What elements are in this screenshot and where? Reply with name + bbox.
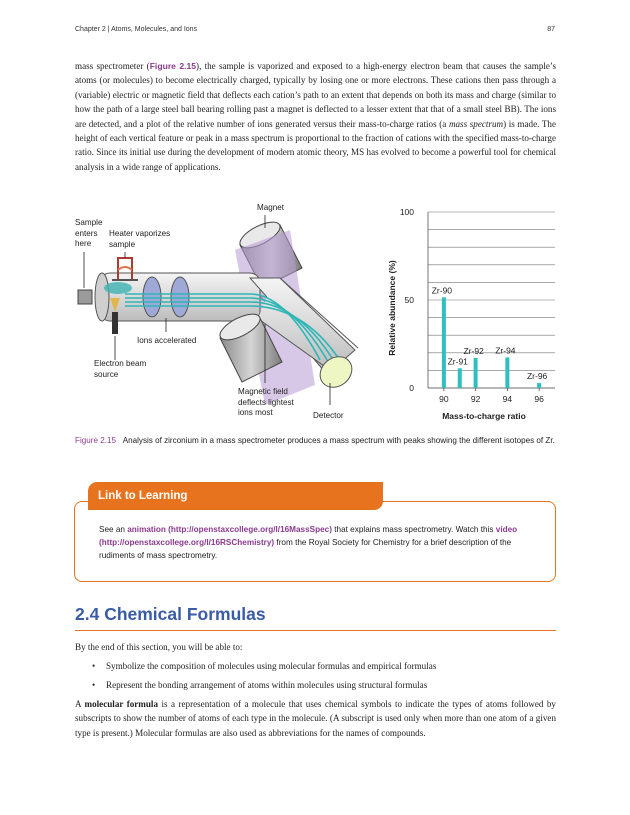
mass-spectrometer-figure (70, 200, 570, 425)
label-detector: Detector (313, 411, 344, 420)
bold-term: molecular formula (84, 699, 159, 709)
italic-term: mass spectrum (448, 118, 504, 129)
bar-zr-96 (537, 383, 541, 388)
chapter-title: Chapter 2 | Atoms, Molecules, and Ions (75, 26, 198, 33)
bar-label: Zr-90 (431, 285, 453, 296)
caption-text: Analysis of zirconium in a mass spectrometer produces a mass spectrum with peaks showing the different isotopes of Zr. (122, 436, 555, 445)
x-axis-label: Mass-to-charge ratio (442, 411, 526, 421)
label-magnet: Magnet (257, 203, 284, 212)
x-tick-label: 92 (470, 394, 481, 404)
bar-label: Zr-94 (495, 345, 516, 356)
ion-tube (78, 273, 260, 321)
objective-item (92, 659, 436, 673)
accelerator-plate-1 (143, 277, 161, 317)
y-tick-label: 100 (399, 207, 414, 217)
bar-label: Zr-96 (526, 371, 548, 382)
label-magnetic-field: Magnetic field deflects lightest ions most (238, 387, 294, 417)
label-ions: Ions accelerated (137, 336, 197, 345)
text-run: See an (99, 525, 128, 534)
figure-reference-link[interactable]: Figure 2.15 (149, 61, 197, 71)
bar-zr-91 (458, 368, 462, 388)
y-tick-label: 0 (409, 383, 414, 393)
bar-label: Zr-92 (463, 345, 484, 356)
y-tick-label: 50 (404, 295, 414, 305)
link-to-learning-title: Link to Learning (88, 482, 383, 510)
accelerator-plate-2 (171, 277, 189, 317)
intro-paragraph (75, 59, 556, 174)
bar-zr-92 (474, 358, 478, 388)
x-tick-label: 94 (502, 394, 513, 404)
bullet-icon: • (92, 661, 96, 671)
objective-item (92, 678, 427, 692)
text-run: from the Royal Society for Chemistry for a brief description of the rudiments of mass spectrometry. (99, 538, 512, 561)
link-to-learning-text (99, 523, 539, 563)
section-rule (75, 630, 556, 631)
text-run: is a representation of a molecule that uses chemical symbols to indicate the types of atoms followed by subscripts to show the number of atoms of each type in the molecule. (A subscript is used only when more than one atom of a given type is present.) Molecular formulas are also used as abbreviations for the names of compounds. (75, 699, 556, 738)
page-number: 87 (547, 26, 555, 33)
text-run: mass spectrometer ( (75, 61, 150, 71)
label-electron-beam: Electron beam source (94, 359, 147, 379)
electron-beam-source (112, 312, 118, 334)
label-heater: Heater vaporizes sample (109, 229, 171, 249)
bar-zr-90 (442, 297, 446, 388)
running-header (75, 26, 555, 33)
objective-text: Symbolize the composition of molecules using molecular formulas and empirical formulas (106, 661, 437, 671)
section-title: 2.4 Chemical Formulas (75, 604, 266, 624)
y-axis-label: Relative abundance (%) (387, 260, 397, 356)
objectives-lead: By the end of this section, you will be able to: (75, 642, 243, 652)
mass-spectrum-chart (380, 200, 570, 425)
definition-paragraph (75, 697, 556, 740)
text-run: A (75, 699, 85, 709)
bar-label: Zr-91 (447, 356, 468, 367)
bullet-icon: • (92, 680, 96, 690)
x-tick-label: 90 (439, 394, 449, 404)
text-run: ) is made. The height of each vertical feature or peak in a mass spectrum is proportional to the fraction of cations with the specified mass-to-charge ratio. Since its initial use during the development of modern atomic theory, MS has evolved to become a powerful tool for chemical analysis in a wide range of applications. (75, 118, 556, 172)
label-sample: Sample enters here (75, 218, 103, 248)
text-run: that explains mass spectrometry. Watch this (331, 525, 496, 534)
sample-inlet (78, 290, 92, 304)
caption-number: Figure 2.15 (75, 436, 116, 445)
text-run: ), the sample is vaporized and exposed to a high-energy electron beam that causes the sample’s atoms (or molecules) to become electrically charged, typically by losing one or more electrons. These cations then pass through a (variable) electric or magnetic field that deflects each cation’s path to an extent that depends on both its mass and charge (similar to how the path of a large steel ball bearing rolling past a magnet is deflected to a lesser extent that that of a small steel BB). The ions are detected, and a plot of the relative number of ions generated versus their mass-to-charge ratios (a (75, 61, 556, 129)
bar-zr-94 (505, 357, 509, 388)
figure-caption (75, 435, 556, 446)
video-link[interactable]: video (http://openstaxcollege.org/l/16RSChemistry) (99, 525, 518, 548)
x-tick-label: 96 (534, 394, 544, 404)
objective-text: Represent the bonding arrangement of atoms within molecules using structural formulas (106, 680, 428, 690)
animation-link[interactable]: animation (http://openstaxcollege.org/l/16MassSpec) (127, 525, 332, 534)
